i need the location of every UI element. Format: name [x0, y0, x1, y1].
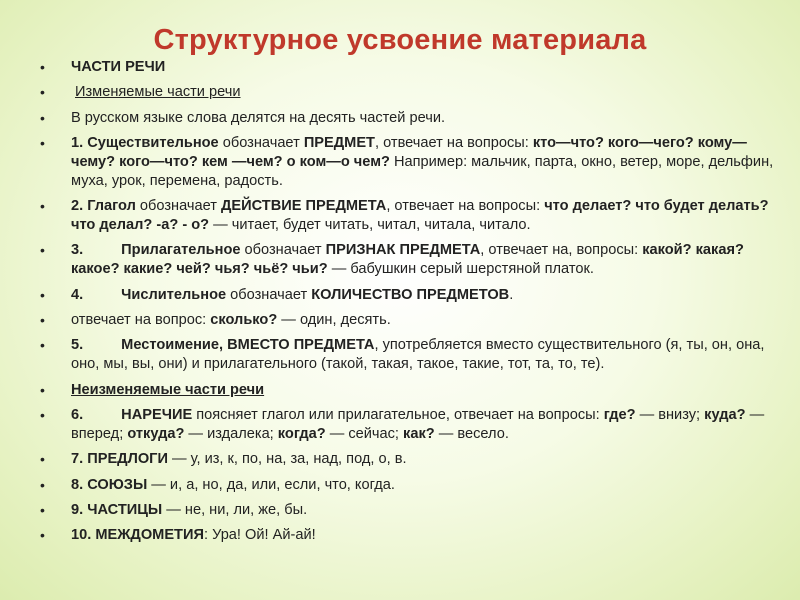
list-item: [38, 381, 778, 400]
list-item: [38, 336, 778, 374]
item-text: — сейчас;: [325, 425, 404, 442]
item-text: — весело.: [434, 425, 509, 442]
item-example: — бабушкин серый шерстяной платок.: [327, 261, 594, 278]
item-questions: какой? какая? какое? какие? чей? чья? чьё? чьи?: [71, 242, 744, 278]
item-text: — внизу;: [635, 406, 705, 423]
item-term: 7. ПРЕДЛОГИ: [71, 451, 168, 468]
bullet-marker: •: [40, 198, 45, 215]
list-item: [38, 58, 778, 77]
list-item: [38, 406, 778, 444]
item-text: обозначает: [226, 286, 312, 303]
item-example: : Ура! Ой! Ай-ай!: [203, 527, 316, 544]
item-key: ПРЕДМЕТ: [303, 134, 375, 151]
item-number: 4.: [71, 286, 84, 303]
bullet-marker: •: [40, 286, 45, 303]
item-example: Например: мальчик, парта, окно, ветер, море, дельфин, муха, урок, перемена, радость.: [71, 153, 774, 189]
item-key: ДЕЙСТВИЕ ПРЕДМЕТА: [221, 198, 387, 215]
item-term: 2. Глагол: [71, 198, 136, 215]
bullet-marker: •: [40, 476, 45, 493]
list-item: [38, 286, 778, 305]
bullet-marker: •: [40, 337, 45, 354]
item-text: , отвечает на, вопросы:: [480, 242, 643, 259]
bullet-marker: •: [40, 59, 45, 75]
item-questions: кто—что? кого—чего? кому—чему? кого—что? кем —чем? о ком—о чем?: [71, 134, 747, 170]
item-text: В русском языке слова делятся на десять частей речи.: [71, 109, 446, 126]
item-text: — издалека;: [184, 425, 278, 442]
bullet-marker: •: [40, 501, 45, 518]
item-number: 3.: [71, 242, 84, 259]
item-term: 10. МЕЖДОМЕТИЯ: [71, 527, 204, 544]
item-questions: откуда?: [127, 425, 185, 442]
item-example: — один, десять.: [277, 312, 391, 329]
item-text: отвечает на вопрос:: [71, 312, 211, 329]
item-key: КОЛИЧЕСТВО ПРЕДМЕТОВ: [311, 286, 510, 303]
item-example: — у, из, к, по, на, за, над, под, о, в.: [167, 451, 407, 468]
bullet-marker: •: [40, 84, 45, 101]
bullet-marker: •: [40, 527, 45, 544]
item-example: — читает, будет читать, читал, читала, читало.: [209, 217, 531, 234]
list-item: [38, 109, 778, 128]
list-item: [38, 526, 778, 545]
list-item: [38, 241, 778, 279]
item-text: .: [509, 286, 514, 303]
item-text: поясняет глагол или прилагательное, отвечает на вопросы:: [192, 406, 604, 423]
item-term: 1. Существительное: [71, 134, 219, 151]
item-questions: куда?: [704, 406, 746, 423]
bullet-marker: •: [40, 312, 45, 329]
slide-title: Структурное усвоение материала: [153, 24, 647, 56]
list-item: [38, 83, 778, 102]
item-key: ПРИЗНАК ПРЕДМЕТА: [325, 242, 481, 259]
item-term: 9. ЧАСТИЦЫ: [71, 501, 163, 518]
item-text: обозначает: [135, 198, 221, 215]
item-example: — и, а, но, да, или, если, что, когда.: [147, 476, 395, 493]
item-term: Местоимение, ВМЕСТО ПРЕДМЕТА: [121, 337, 375, 354]
item-text: обозначает: [240, 242, 326, 259]
bullet-marker: •: [40, 109, 45, 126]
item-term: Числительное: [121, 286, 227, 303]
section-heading: Изменяемые части речи: [75, 84, 241, 101]
bullet-list: [38, 58, 778, 551]
item-term: Прилагательное: [121, 242, 241, 259]
item-text: , отвечает на вопросы:: [386, 198, 545, 215]
list-item: [38, 197, 778, 235]
item-text: — вперед;: [71, 406, 765, 442]
item-questions: когда?: [277, 425, 326, 442]
item-number: 5.: [71, 337, 84, 354]
list-item: [38, 476, 778, 495]
item-term: НАРЕЧИЕ: [121, 406, 193, 423]
item-text: , отвечает на вопросы:: [374, 134, 533, 151]
item-number: 6.: [71, 406, 84, 423]
bullet-marker: •: [40, 242, 45, 259]
item-questions: сколько?: [210, 312, 278, 329]
item-text: , употребляется вместо существительного (я, ты, он, она, оно, мы, вы, они) и прилагательного (такой, такая, такое, такие, тот, та, то, те).: [71, 337, 765, 373]
list-item: [38, 501, 778, 520]
list-item: [38, 311, 778, 330]
bullet-marker: •: [40, 406, 45, 423]
item-text: обозначает: [218, 134, 304, 151]
item-example: — не, ни, ли, же, бы.: [162, 501, 308, 518]
bullet-marker: •: [40, 451, 45, 468]
section-heading: Неизменяемые части речи: [71, 381, 265, 398]
bullet-marker: •: [40, 134, 45, 151]
item-text: ЧАСТИ РЕЧИ: [71, 59, 166, 75]
item-term: 8. СОЮЗЫ: [71, 476, 148, 493]
item-questions: где?: [603, 406, 636, 423]
list-item: [38, 134, 778, 191]
list-item: [38, 450, 778, 469]
item-questions: что делает? что будет делать? что делал? -а? - о?: [71, 198, 769, 234]
item-questions: как?: [403, 425, 435, 442]
bullet-marker: •: [40, 381, 45, 398]
